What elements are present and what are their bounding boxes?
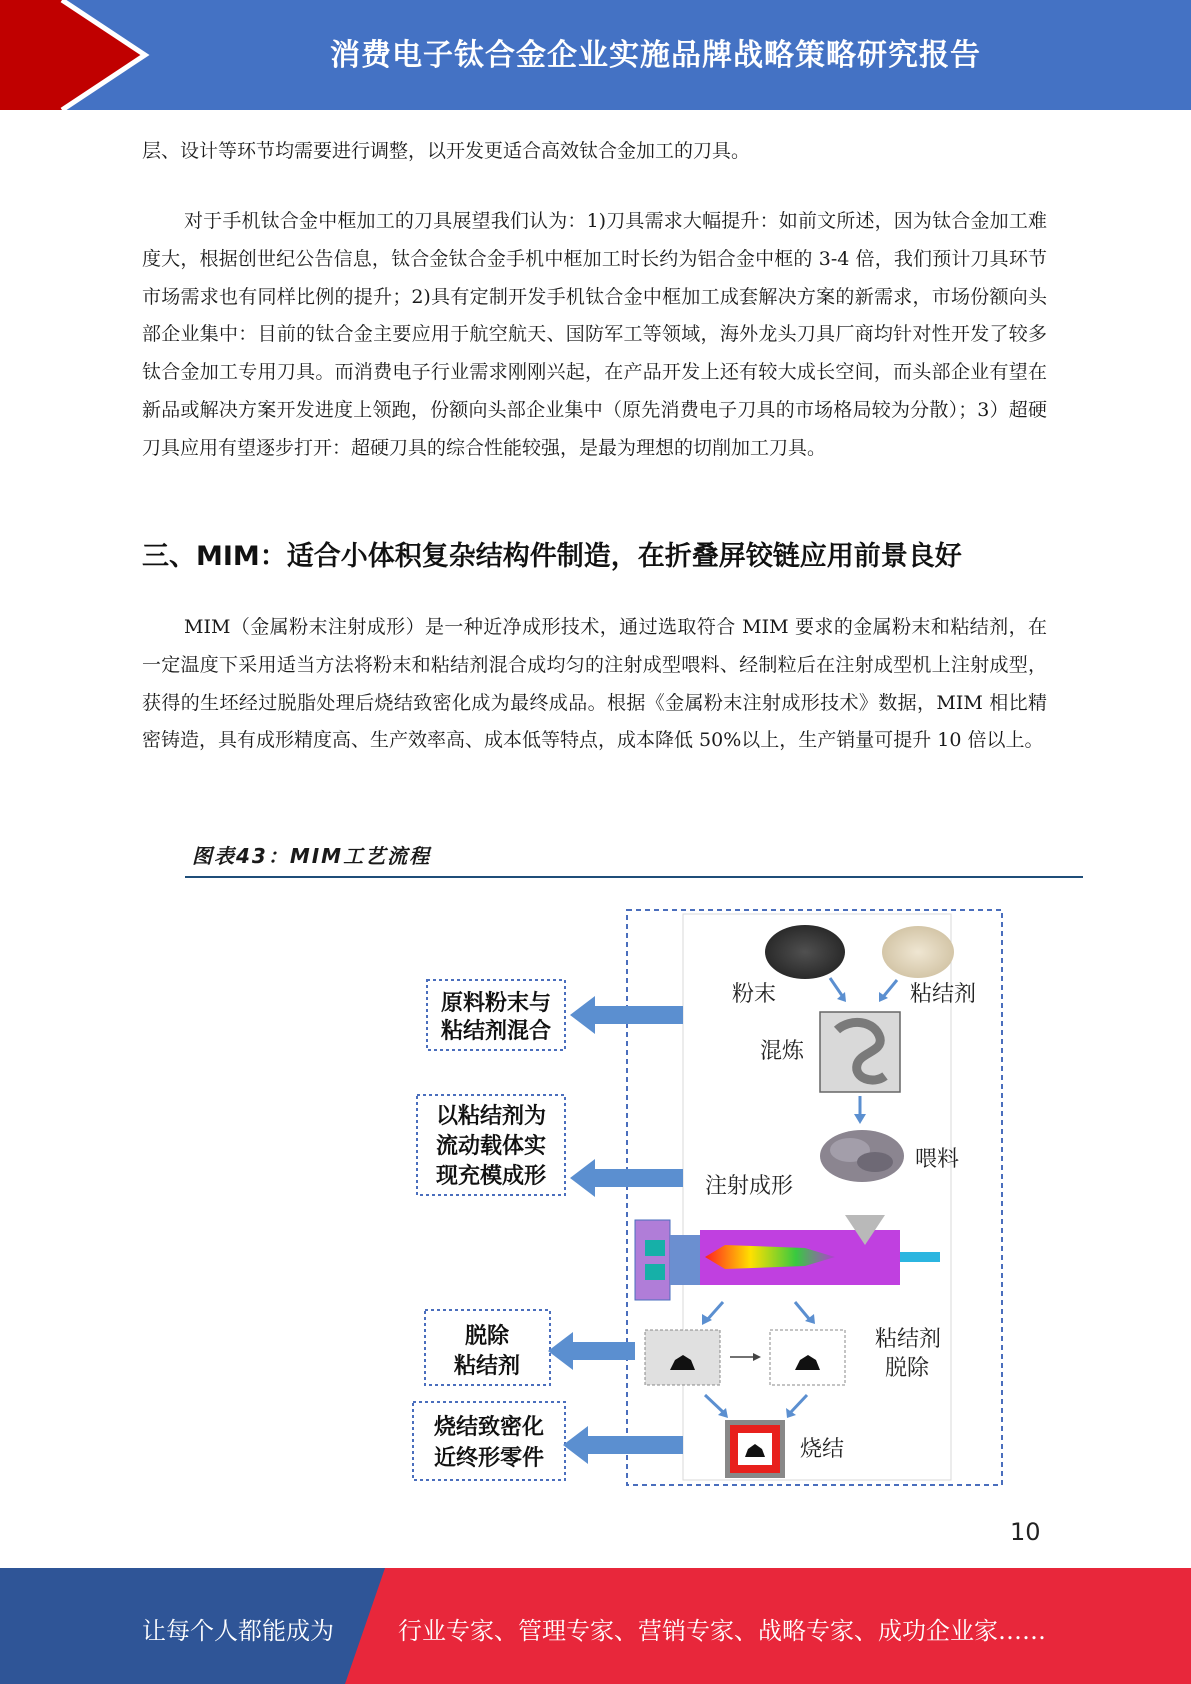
mim-process-diagram [405,900,1015,1495]
debinding-icon [645,1330,845,1385]
step-sintering-line1: 烧结致密化 [433,1415,545,1440]
paragraph-continued: 层、设计等环节均需要进行调整，以开发更适合高效钛合金加工的刀具。 [142,140,751,162]
step-injection-line2: 流动载体实 [435,1134,547,1159]
page-footer [0,1568,1191,1684]
footer-slogan-left: 让每个人都能成为 [142,1617,334,1645]
label-injection: 注射成形 [705,1174,794,1199]
step-debinding-line1: 脱除 [464,1324,510,1349]
arrow-mixing [570,996,683,1034]
paragraph-tool-outlook: 对于手机钛合金中框加工的刀具展望我们认为：1)刀具需求大幅提升：如前文所述，因为钛合金加工难度大，根据创世纪公告信息，钛合金钛合金手机中框加工时长约为铝合金中框的 3-4 倍，我们预计刀具环节市场需求也有同样比例的提升；2)具有定制开发手机钛合金中框加工成套解决方案的新需求，市场份额向头部企业集中：目前的钛合金主要应用于航空航天、国防军工等领域，海外龙头刀具厂商均针对性开发了较多钛合金加工专用刀具。而消费电子行业需求刚刚兴起，在产品开发上还有较大成长空间，而头部企业有望在新品或解决方案开发进度上领跑，份额向头部企业集中（原先消费电子刀具的市场格局较为分散）；3）超硬刀具应用有望逐步打开：超硬刀具的综合性能较强，是最为理想的切削加工刀具。 [142,210,1047,459]
label-debinding-2: 脱除 [885,1356,930,1381]
section-heading-mim: 三、MIM：适合小体积复杂结构件制造，在折叠屏铰链应用前景良好 [142,541,962,572]
injection-machine-icon [635,1215,940,1300]
figure-caption: 图表43：MIM工艺流程 [192,844,432,868]
binder-powder-icon [882,926,954,978]
step-debinding-line2: 粘结剂 [453,1354,521,1379]
sintering-icon [725,1420,785,1478]
figure-caption-rule [185,876,1083,878]
report-title: 消费电子钛合金企业实施品牌战略策略研究报告 [330,38,981,73]
step-injection-line1: 以粘结剂为 [435,1104,547,1129]
footer-slogan-right: 行业专家、管理专家、营销专家、战略专家、成功企业家…… [398,1617,1046,1645]
label-powder: 粉末 [732,982,777,1007]
page-number: 10 [1010,1518,1041,1546]
feedstock-icon [820,1130,904,1182]
page-header [0,0,1191,110]
label-mixing: 混炼 [760,1039,805,1064]
paragraph-mim-intro: MIM（金属粉末注射成形）是一种近净成形技术，通过选取符合 MIM 要求的金属粉末和粘结剂，在一定温度下采用适当方法将粉末和粘结剂混合成均匀的注射成型喂料、经制粒后在注射成型机上注射成型，获得的生坯经过脱脂处理后烧结致密化成为最终成品。根据《金属粉末注射成形技术》数据，MIM 相比精密铸造，具有成形精度高、生产效率高、成本低等特点，成本降低 50%以上，生产销量可提升 10 倍以上。 [142,616,1047,752]
step-sintering-line2: 近终形零件 [433,1446,545,1471]
label-binder: 粘结剂 [910,982,977,1007]
arrow-debinding [548,1332,635,1370]
label-feedstock: 喂料 [915,1147,960,1172]
label-debinding-1: 粘结剂 [875,1327,942,1352]
step-mixing-line1: 原料粉末与 [440,991,552,1016]
label-sintering: 烧结 [800,1437,845,1462]
header-red-chevron [0,0,150,110]
arrow-sintering [563,1426,683,1464]
step-injection-line3: 现充模成形 [435,1164,547,1189]
step-mixing-line2: 粘结剂混合 [440,1019,552,1044]
arrow-injection [570,1159,683,1197]
powder-icon [765,925,845,979]
